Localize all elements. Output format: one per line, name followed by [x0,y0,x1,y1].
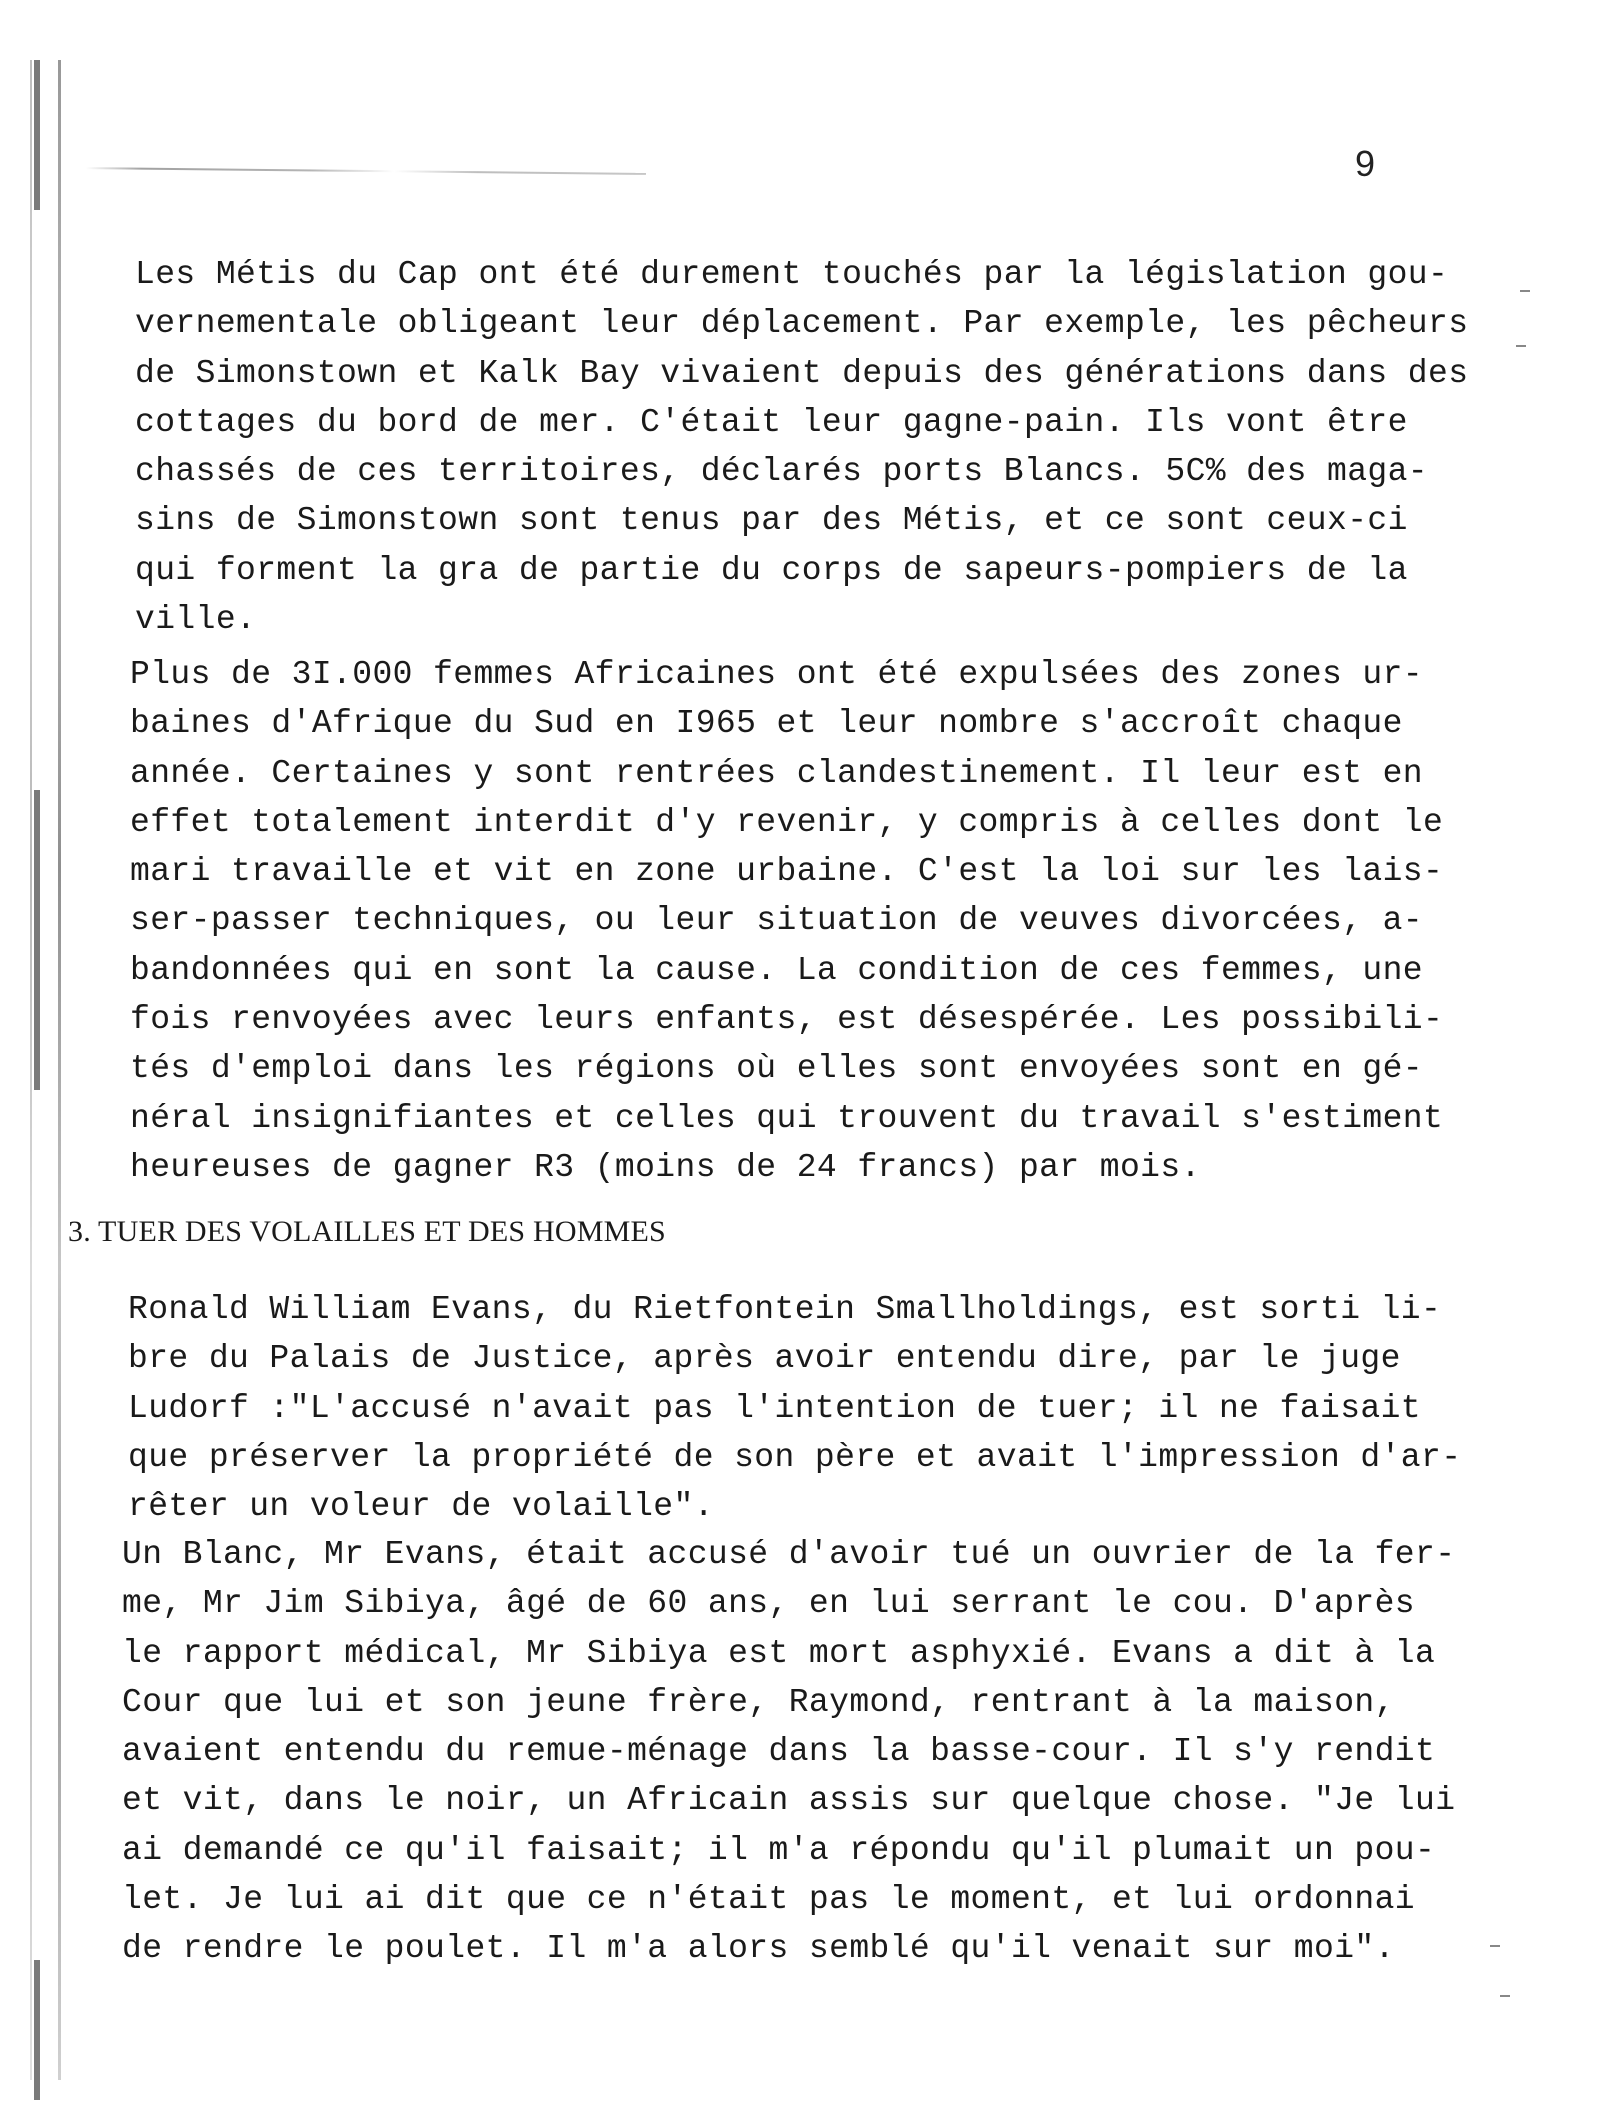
scan-margin-line-outer [30,60,32,2080]
scan-margin-line [58,60,61,2080]
scan-right-mark [1520,290,1530,292]
text-line: Ronald William Evans, du Rietfontein Smallholdings, est sorti li- [128,1291,1442,1328]
text-line: baines d'Afrique du Sud en I965 et leur nombre s'accroît chaque [130,705,1403,743]
scan-right-mark [1490,1945,1500,1947]
text-line: Plus de 3I.000 femmes Africaines ont été expulsées des zones ur- [130,656,1424,693]
text-line: let. Je lui ai dit que ce n'était pas le moment, et lui ordonnai [122,1881,1416,1919]
scan-margin-mark [34,790,40,1090]
text-line: néral insignifiantes et celles qui trouvent du travail s'estiment [130,1099,1444,1137]
scan-right-mark [1516,345,1526,347]
text-line: sins de Simonstown sont tenus par des Métis, et ce sont ceux-ci [135,502,1408,540]
paragraph-african-women [130,650,1490,1192]
text-line: de rendre le poulet. Il m'a alors semblé qu'il venait sur moi". [122,1930,1395,1968]
section-heading: 3. TUER DES VOLAILLES ET DES HOMMES [68,1215,666,1248]
text-line: mari travaille et vit en zone urbaine. C'est la loi sur les lais- [130,853,1444,891]
page-number: 9 [1355,143,1376,184]
scan-right-mark [1500,1995,1510,1997]
text-line: tés d'emploi dans les régions où elles sont envoyées sont en gé- [130,1050,1424,1088]
text-line: ai demandé ce qu'il faisait; il m'a répondu qu'il plumait un pou- [122,1831,1436,1869]
text-line: et vit, dans le noir, un Africain assis sur quelque chose. "Je lui [122,1782,1456,1820]
text-line: cottages du bord de mer. C'était leur gagne-pain. Ils vont être [135,403,1408,441]
paragraph-evans-acquittal [128,1285,1488,1531]
paragraph-cape-coloureds [135,250,1495,644]
text-line: ville. [135,601,257,639]
text-line: bre du Palais de Justice, après avoir entendu dire, par le juge [128,1340,1401,1378]
text-line: ser-passer techniques, ou leur situation de veuves divorcées, a- [130,902,1424,940]
text-line: fois renvoyées avec leurs enfants, est désespérée. Les possibili- [130,1001,1444,1039]
text-line: chassés de ces territoires, déclarés ports Blancs. 5C% des maga- [135,453,1429,491]
text-line: Les Métis du Cap ont été durement touchés par la législation gou- [135,256,1449,293]
text-line: heureuses de gagner R3 (moins de 24 francs) par mois. [130,1148,1201,1186]
text-line: Un Blanc, Mr Evans, était accusé d'avoir tué un ouvrier de la fer- [122,1536,1456,1573]
text-line: effet totalement interdit d'y revenir, y compris à celles dont le [130,803,1444,841]
text-line: que préserver la propriété de son père et avait l'impression d'ar- [128,1438,1462,1476]
text-line: de Simonstown et Kalk Bay vivaient depuis des générations dans des [135,354,1469,392]
text-line: Ludorf :"L'accusé n'avait pas l'intention de tuer; il ne faisait [128,1389,1422,1427]
text-line: vernementale obligeant leur déplacement. Par exemple, les pêcheurs [135,305,1469,343]
text-line: année. Certaines y sont rentrées clandestinement. Il leur est en [130,754,1424,792]
text-line: qui forment la gra de partie du corps de sapeurs-pompiers de la [135,551,1408,589]
text-line: bandonnées qui en sont la cause. La condition de ces femmes, une [130,951,1424,989]
text-line: avaient entendu du remue-ménage dans la basse-cour. Il s'y rendit [122,1733,1436,1771]
text-line: Cour que lui et son jeune frère, Raymond, rentrant à la maison, [122,1683,1395,1721]
scan-margin-mark [34,1960,40,2100]
scan-top-rule [86,167,646,175]
scan-margin-mark [34,60,40,210]
text-line: le rapport médical, Mr Sibiya est mort asphyxié. Evans a dit à la [122,1634,1436,1672]
text-line: rêter un voleur de volaille". [128,1488,714,1526]
paragraph-evans-case [122,1530,1482,1974]
text-line: me, Mr Jim Sibiya, âgé de 60 ans, en lui serrant le cou. D'après [122,1585,1416,1623]
